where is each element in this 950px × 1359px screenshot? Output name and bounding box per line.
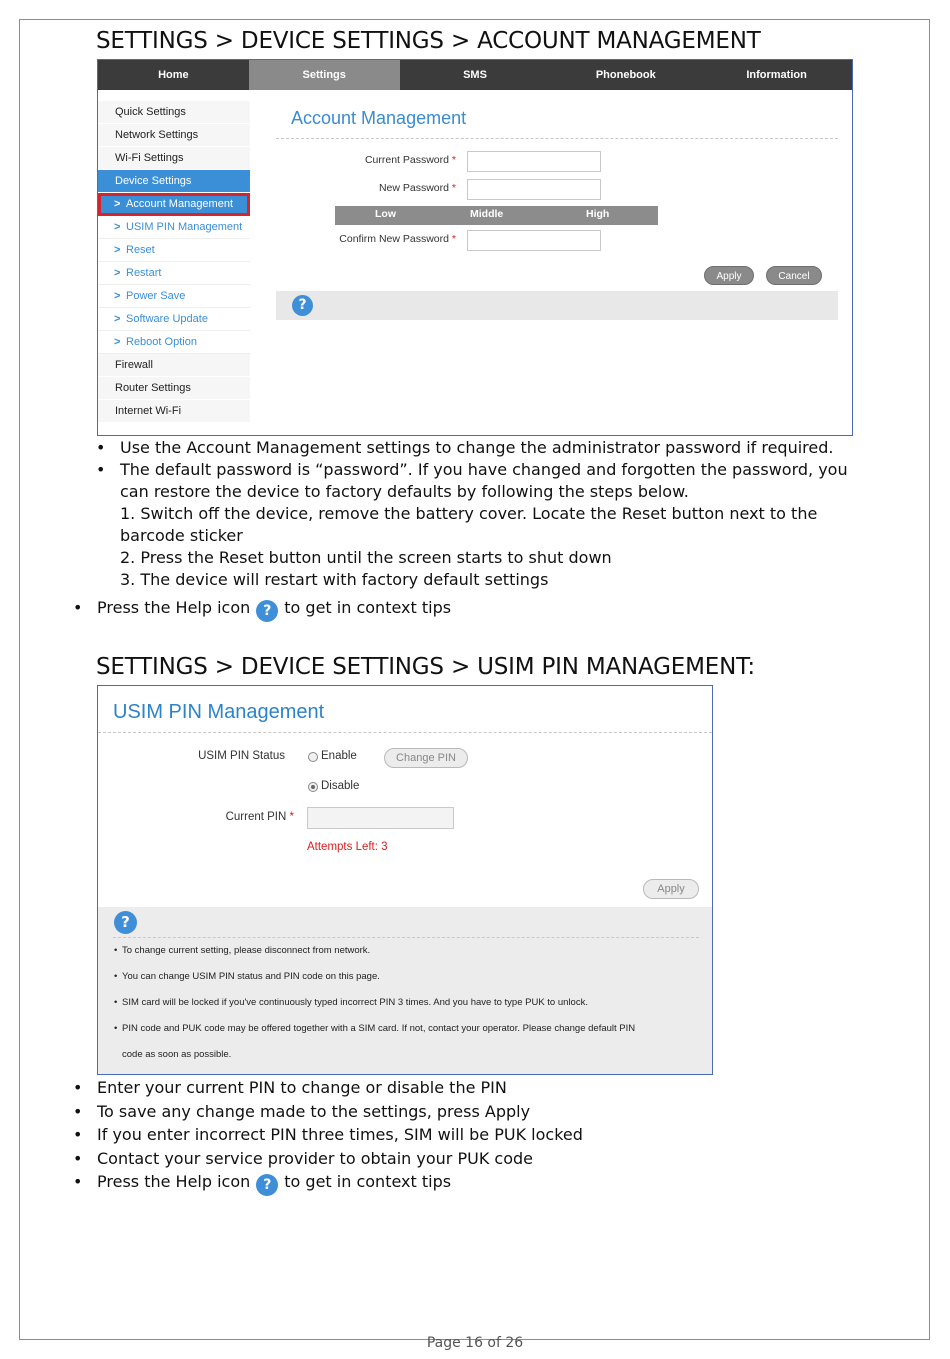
sidebar-item-label: Account Management <box>126 198 234 210</box>
current-password-label: Current Password * <box>364 154 456 166</box>
disable-label: Disable <box>321 780 360 792</box>
sidebar-item-device-settings[interactable]: Device Settings <box>98 170 250 193</box>
apply-button[interactable]: Apply <box>704 266 754 285</box>
enable-label: Enable <box>321 750 357 762</box>
divider <box>276 138 838 139</box>
page-title: Account Management <box>291 108 467 128</box>
list-item: • Contact your service provider to obtain your PUK code <box>73 1148 533 1168</box>
password-strength-bar <box>335 206 658 225</box>
nav-settings[interactable]: Settings <box>249 60 400 90</box>
sidebar-item-restart[interactable] <box>98 262 250 285</box>
help-area <box>276 291 838 320</box>
divider <box>113 937 699 938</box>
settings-sidebar <box>98 101 250 423</box>
top-navigation <box>98 60 852 90</box>
page-title: USIM PIN Management <box>113 701 325 723</box>
bullet: • <box>73 598 83 617</box>
enable-radio[interactable] <box>308 752 318 762</box>
sidebar-item-usim-pin-management[interactable] <box>98 216 250 239</box>
section-heading-account-management: SETTINGS > DEVICE SETTINGS > ACCOUNT MANAGEMENT <box>96 28 761 54</box>
section-heading-usim-pin: SETTINGS > DEVICE SETTINGS > USIM PIN MANAGEMENT: <box>96 654 755 680</box>
bullet: • <box>96 438 106 457</box>
help-icon[interactable]: ? <box>114 911 137 934</box>
account-management-screenshot <box>97 59 853 436</box>
required-mark: * <box>451 182 456 194</box>
list-item: • The default password is “password”. If you have changed and forgotten the password, you can restore the device to factory defaults by following the steps below. <box>96 460 848 501</box>
chevron-right-icon: > <box>114 221 121 233</box>
attempts-left-text: Attempts Left: 3 <box>307 841 388 853</box>
chevron-right-icon: > <box>114 313 121 325</box>
bullet: • <box>73 1172 83 1191</box>
sidebar-item-quick-settings[interactable]: Quick Settings <box>98 101 250 124</box>
list-item: • Press the Help icon ? to get in context tips <box>73 1170 583 1194</box>
usim-pin-notes <box>73 1076 583 1194</box>
strength-low: Low <box>375 208 396 220</box>
bullet: • <box>73 1078 83 1097</box>
required-mark: * <box>289 811 294 823</box>
new-password-input[interactable] <box>467 179 601 200</box>
help-tip: • SIM card will be locked if you've continuously typed incorrect PIN 3 times. And you have to type PUK to unlock. <box>114 997 588 1008</box>
account-management-notes <box>96 437 856 591</box>
strength-high: High <box>586 208 610 220</box>
bullet: • <box>73 1125 83 1144</box>
divider <box>98 732 712 733</box>
sidebar-item-reset[interactable] <box>98 239 250 262</box>
sidebar-item-router-settings[interactable]: Router Settings <box>98 377 250 400</box>
cancel-button[interactable]: Cancel <box>766 266 822 285</box>
sidebar-item-label: Reset <box>126 244 155 256</box>
nav-information[interactable]: Information <box>746 69 807 81</box>
sidebar-item-internet-wifi[interactable]: Internet Wi-Fi <box>98 400 250 423</box>
nav-phonebook[interactable]: Phonebook <box>595 69 656 81</box>
confirm-password-input[interactable] <box>467 230 601 251</box>
current-pin-input[interactable] <box>307 807 454 829</box>
chevron-right-icon: > <box>114 244 121 256</box>
nav-home[interactable]: Home <box>158 69 189 81</box>
page-number: Page 16 of 26 <box>426 1335 524 1351</box>
nav-sms[interactable]: SMS <box>463 69 487 81</box>
strength-middle: Middle <box>470 208 504 220</box>
chevron-right-icon: > <box>114 290 121 302</box>
usim-pin-status-label: USIM PIN Status <box>198 750 285 762</box>
sidebar-item-label: USIM PIN Management <box>126 221 243 233</box>
chevron-right-icon: > <box>114 336 121 348</box>
help-tip: • To change current setting, please disconnect from network. <box>114 945 371 956</box>
current-pin-label: Current PIN * <box>225 811 294 823</box>
reset-step-1: 1. Switch off the device, remove the battery cover. Locate the Reset button next to the barcode sticker <box>120 504 818 545</box>
bullet: • <box>96 460 106 479</box>
reset-step-3: 3. The device will restart with factory default settings <box>120 570 549 589</box>
required-mark: * <box>451 233 456 245</box>
sidebar-item-firewall[interactable]: Firewall <box>98 354 250 377</box>
list-item: • To save any change made to the settings, press Apply <box>73 1101 531 1121</box>
help-tip-continuation: code as soon as possible. <box>122 1049 232 1060</box>
sidebar-item-reboot-option[interactable] <box>98 331 250 354</box>
change-pin-button[interactable]: Change PIN <box>384 748 468 768</box>
usim-pin-screenshot <box>97 685 713 1075</box>
list-item: • If you enter incorrect PIN three times, SIM will be PUK locked <box>73 1125 583 1144</box>
confirm-password-label: Confirm New Password * <box>339 233 456 245</box>
bullet: • <box>73 1101 83 1121</box>
sidebar-item-account-management[interactable] <box>98 193 250 216</box>
help-tip-line: • Press the Help icon ? to get in context tips <box>73 597 451 622</box>
bullet: • <box>73 1148 83 1168</box>
apply-button[interactable]: Apply <box>643 879 699 899</box>
help-tip: • PIN code and PUK code may be offered together with a SIM card. If not, contact your operator. Please change default PIN <box>114 1023 636 1034</box>
chevron-right-icon: > <box>114 267 121 279</box>
sidebar-item-wifi-settings[interactable]: Wi-Fi Settings <box>98 147 250 170</box>
help-icon: ? <box>256 1174 278 1196</box>
current-password-input[interactable] <box>467 151 601 172</box>
sidebar-item-power-save[interactable] <box>98 285 250 308</box>
sidebar-item-label: Power Save <box>126 290 186 302</box>
list-item: • Enter your current PIN to change or disable the PIN <box>73 1078 507 1097</box>
disable-radio[interactable] <box>308 782 318 792</box>
help-panel <box>98 907 712 1075</box>
chevron-right-icon: > <box>114 198 121 210</box>
new-password-label: New Password * <box>378 182 456 194</box>
reset-step-2: 2. Press the Reset button until the screen starts to shut down <box>120 548 612 567</box>
sidebar-item-label: Software Update <box>126 313 208 325</box>
required-mark: * <box>451 154 456 166</box>
sidebar-item-network-settings[interactable]: Network Settings <box>98 124 250 147</box>
help-tip: • You can change USIM PIN status and PIN code on this page. <box>114 971 380 982</box>
help-icon[interactable]: ? <box>292 295 313 316</box>
sidebar-item-label: Reboot Option <box>126 336 197 348</box>
sidebar-item-software-update[interactable] <box>98 308 250 331</box>
help-icon: ? <box>256 600 278 622</box>
sidebar-item-label: Restart <box>126 267 162 279</box>
list-item: • Use the Account Management settings to change the administrator password if required. <box>96 438 834 457</box>
